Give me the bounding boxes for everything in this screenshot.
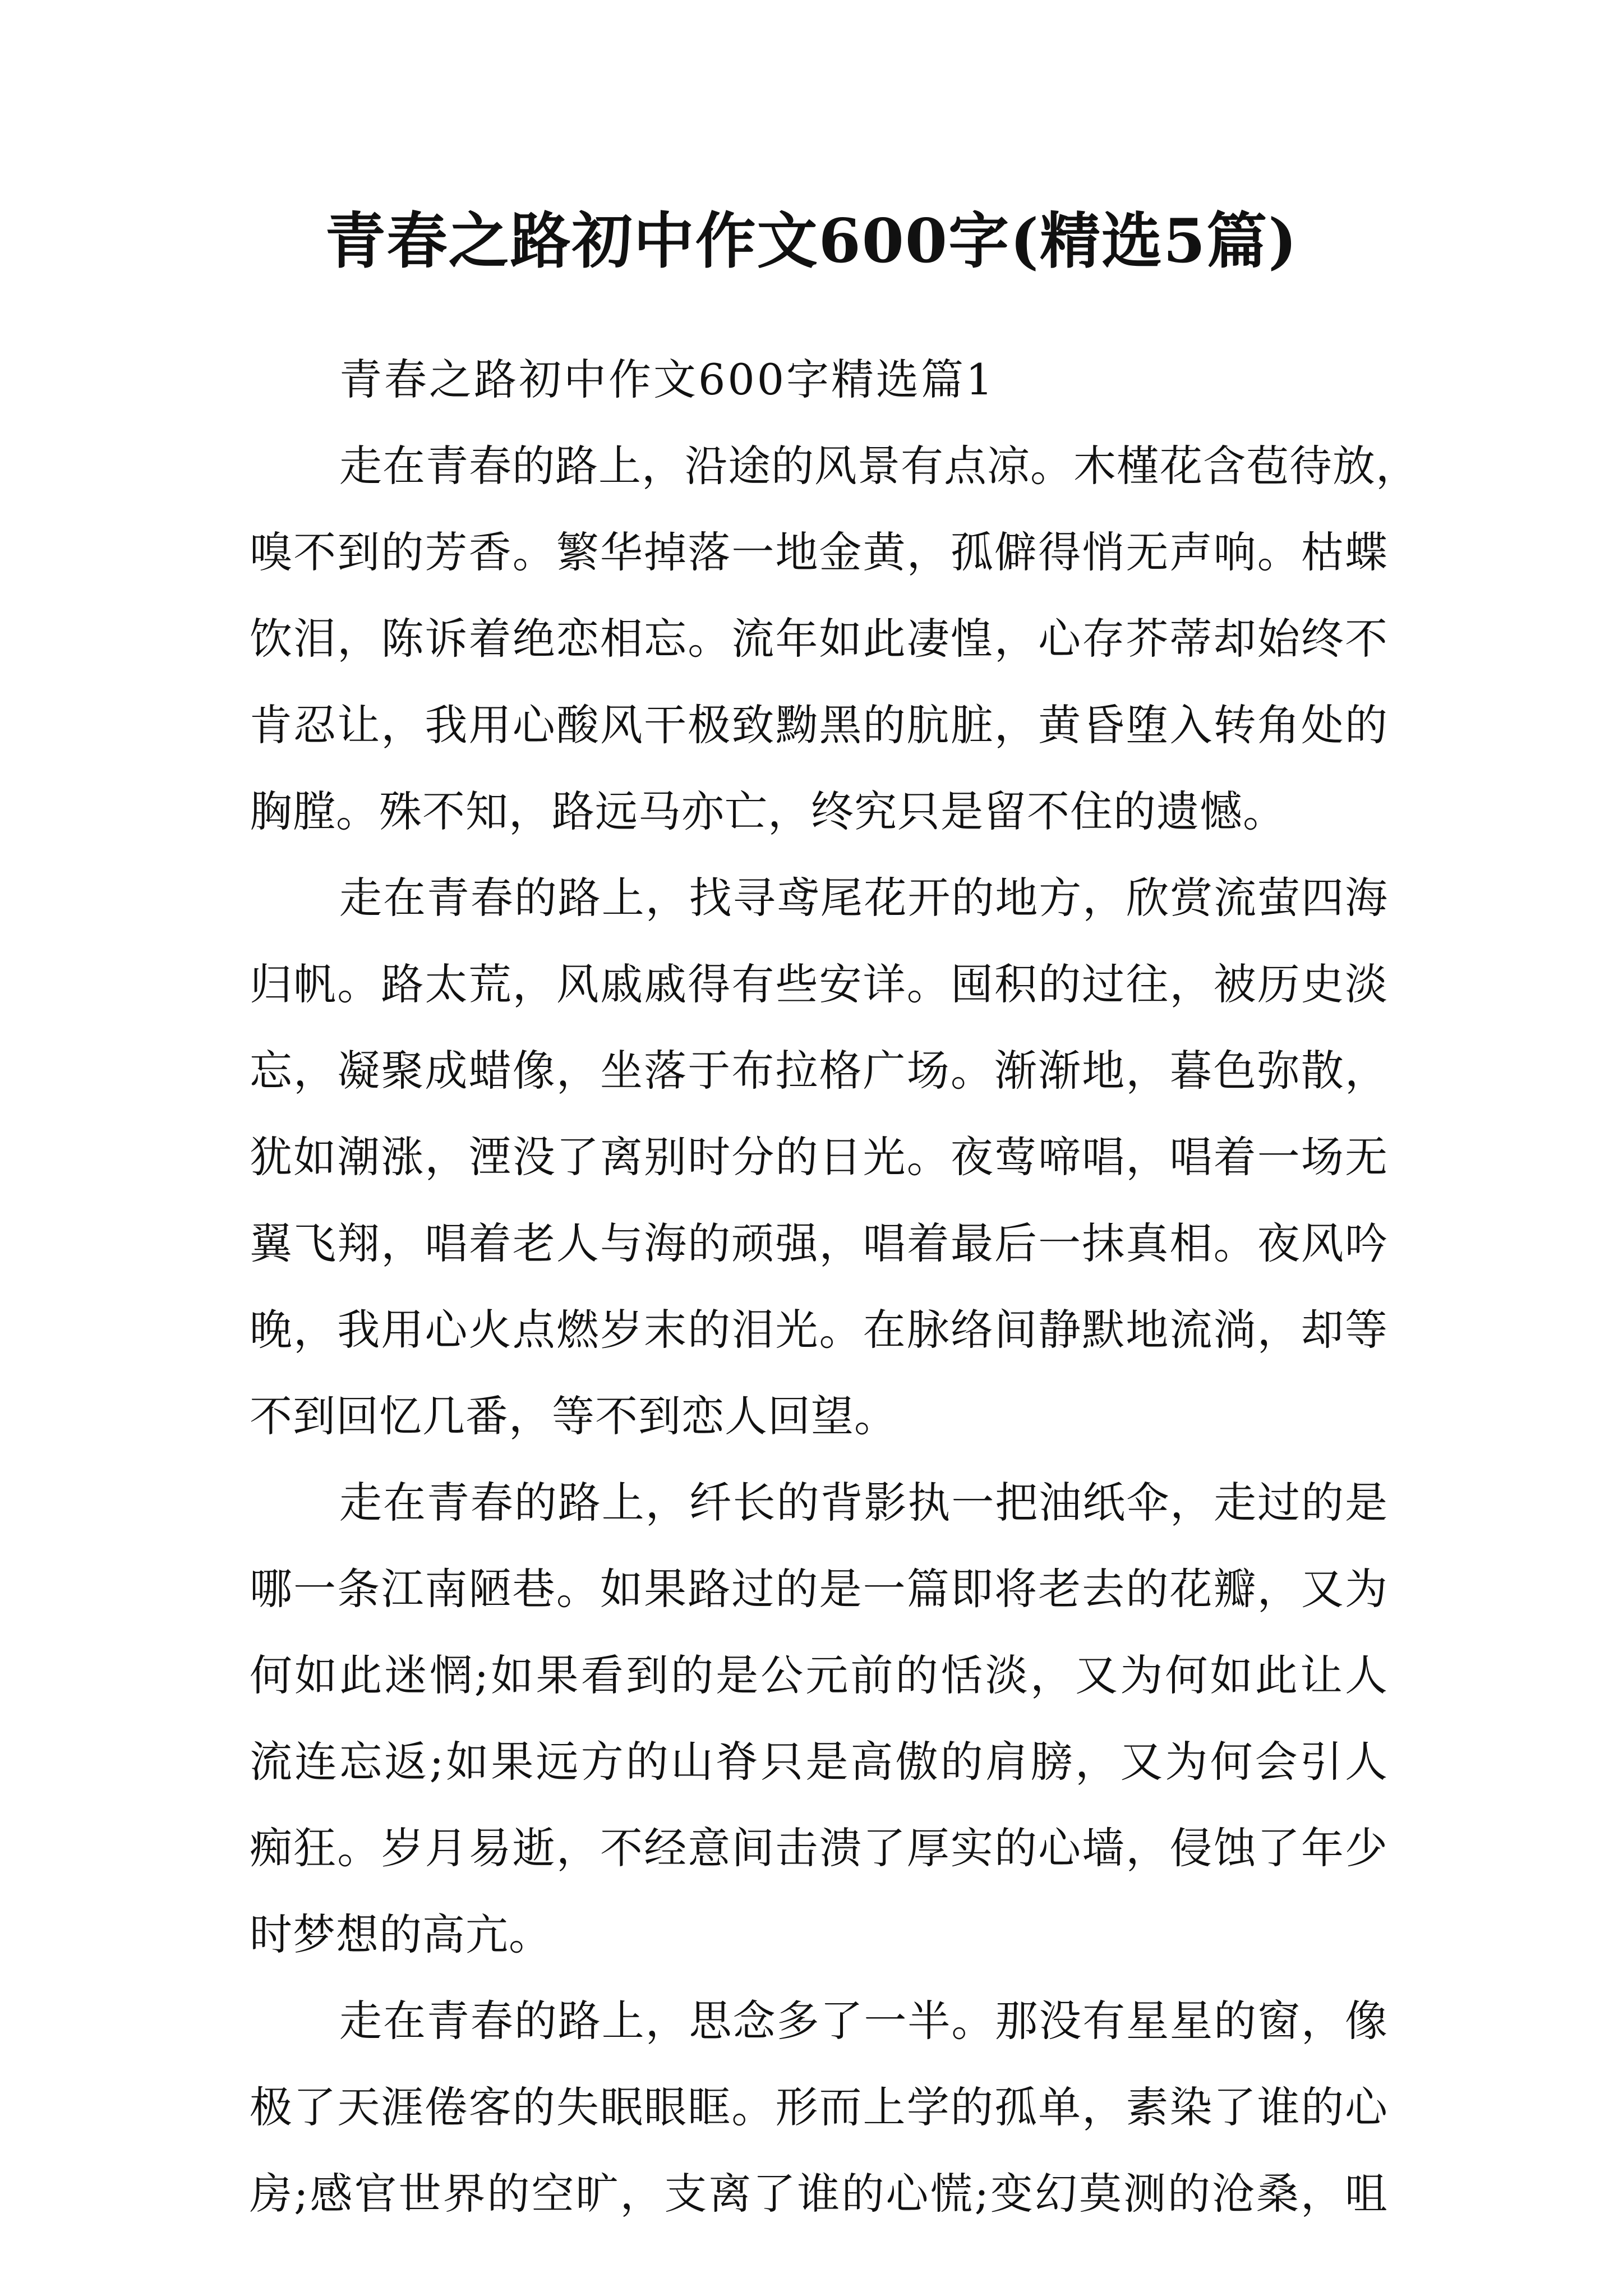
paragraph-line: 不到回忆几番，等不到恋人回望。 <box>250 1391 897 1441</box>
paragraph-line: 犹如潮涨，湮没了离别时分的日光。夜莺啼唱，唱着一场无 <box>250 1132 1388 1182</box>
document-body <box>250 337 1419 2237</box>
paragraph-line: 时梦想的高亢。 <box>250 1910 552 1959</box>
paragraph-line: 走在青春的路上，纤长的背影执一把油纸伞，走过的是 <box>339 1478 1388 1527</box>
paragraph-line: 嗅不到的芳香。繁华掉落一地金黄，孤僻得悄无声响。枯蝶 <box>250 527 1388 577</box>
paragraph-line: 翼飞翔，唱着老人与海的顽强，唱着最后一抹真相。夜风吟 <box>250 1218 1388 1268</box>
paragraph-line: 痴狂。岁月易逝，不经意间击溃了厚实的心墙，侵蚀了年少 <box>250 1823 1388 1873</box>
paragraph-line: 肯忍让，我用心酸风干极致黝黑的肮脏，黄昏堕入转角处的 <box>250 700 1388 750</box>
document-title: 青春之路初中作文600字(精选5篇) <box>325 206 1298 277</box>
paragraph-line: 流连忘返;如果远方的山脊只是高傲的肩膀，又为何会引人 <box>250 1737 1388 1787</box>
paragraph-line: 走在青春的路上，沿途的风景有点凉。木槿花含苞待放， <box>339 441 1419 491</box>
section-heading: 青春之路初中作文600字精选篇1 <box>339 355 995 404</box>
paragraph-line: 走在青春的路上，思念多了一半。那没有星星的窗，像 <box>339 1996 1388 2046</box>
paragraph-line: 胸膛。殊不知，路远马亦亡，终究只是留不住的遗憾。 <box>250 786 1286 836</box>
paragraph-line: 饮泪，陈诉着绝恋相忘。流年如此凄惶，心存芥蒂却始终不 <box>250 614 1388 664</box>
paragraph-line: 走在青春的路上，找寻鸢尾花开的地方，欣赏流萤四海 <box>339 873 1388 923</box>
paragraph-line: 何如此迷惘;如果看到的是公元前的恬淡，又为何如此让人 <box>250 1650 1388 1700</box>
paragraph-line: 房;感官世界的空旷，支离了谁的心慌;变幻莫测的沧桑，咀 <box>250 2169 1388 2219</box>
paragraph-line: 晚，我用心火点燃岁末的泪光。在脉络间静默地流淌，却等 <box>250 1305 1388 1355</box>
paragraph-line: 极了天涯倦客的失眠眼眶。形而上学的孤单，素染了谁的心 <box>250 2082 1388 2132</box>
paragraph-line: 归帆。路太荒，风戚戚得有些安详。囤积的过往，被历史淡 <box>250 959 1388 1009</box>
paragraph-line: 哪一条江南陋巷。如果路过的是一篇即将老去的花瓣，又为 <box>250 1564 1388 1614</box>
paragraph-line: 忘，凝聚成蜡像，坐落于布拉格广场。渐渐地，暮色弥散， <box>250 1046 1388 1096</box>
